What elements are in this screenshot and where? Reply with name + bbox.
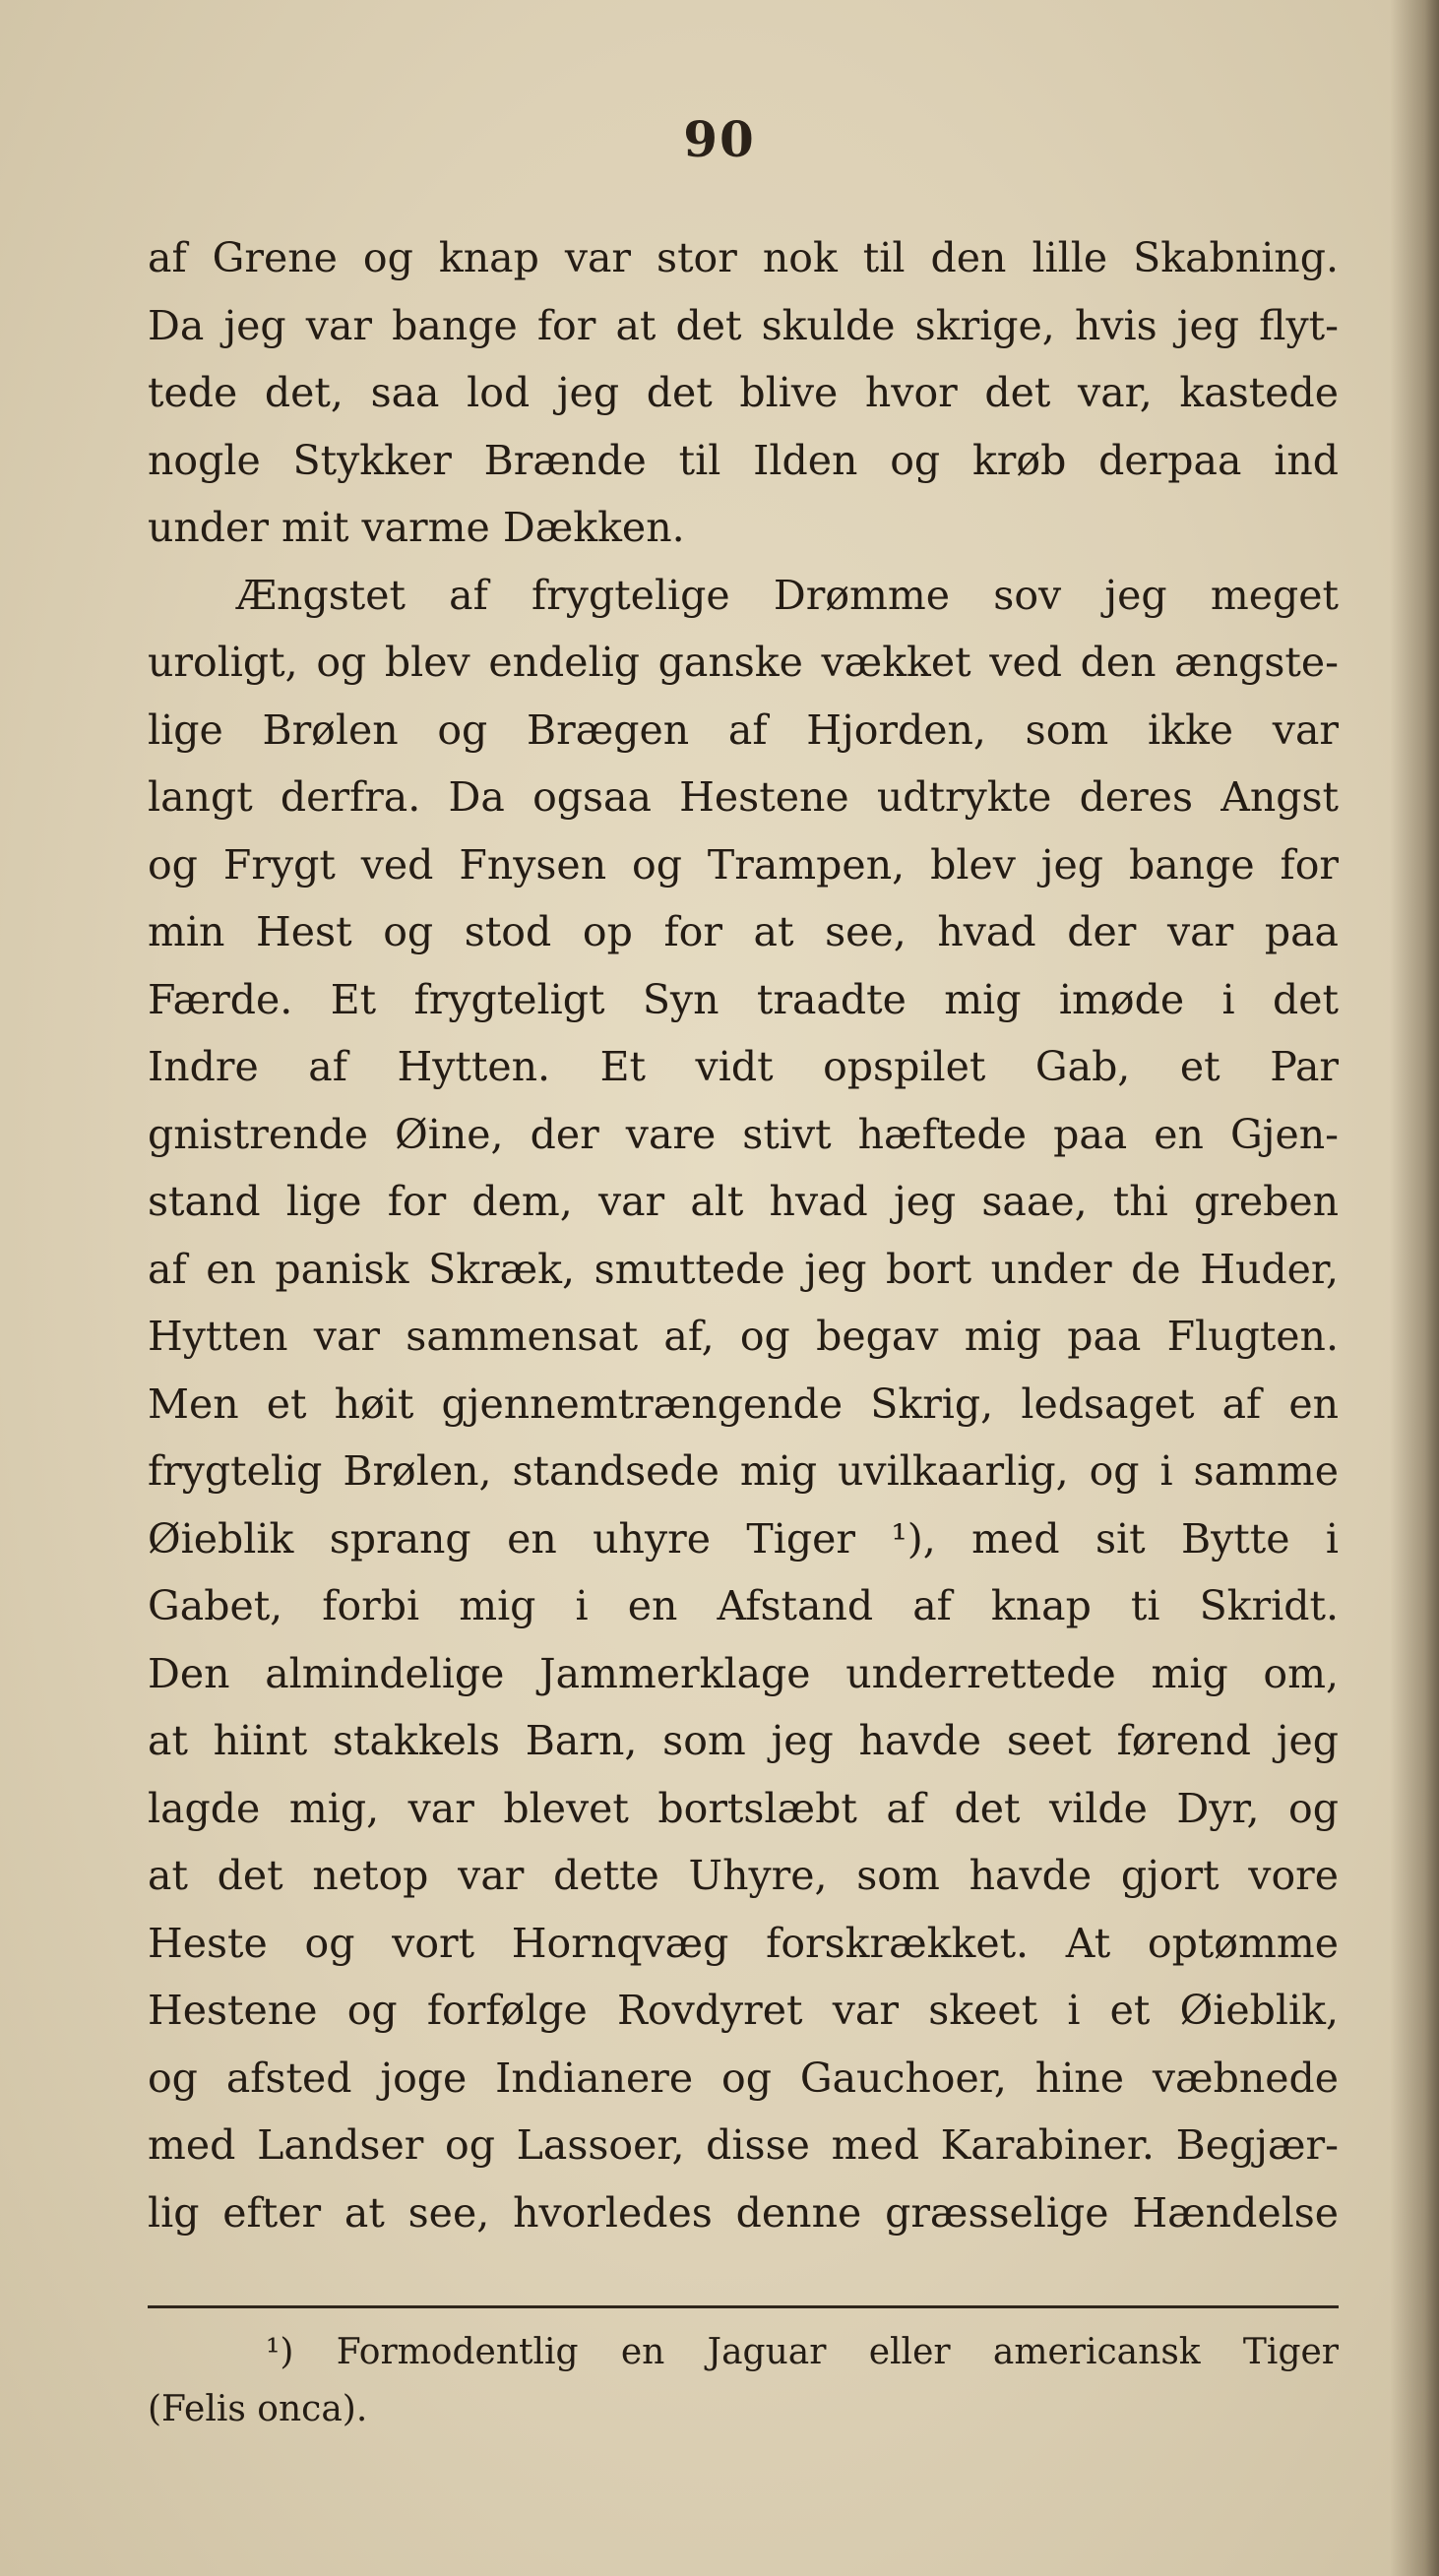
text-line: Ængstet af frygtelige Drømme sov jeg meget bbox=[236, 571, 1339, 619]
text-line: Øieblik sprang en uhyre Tiger ¹), med sit Bytte i bbox=[148, 1514, 1339, 1563]
text-line: tede det, saa lod jeg det blive hvor det var, kastede bbox=[148, 369, 1339, 416]
footnote-rule bbox=[148, 2305, 1339, 2308]
text-line: at hiint stakkels Barn, som jeg havde seet førend jeg bbox=[148, 1717, 1339, 1764]
text-line: stand lige for dem, var alt hvad jeg saae, thi greben bbox=[148, 1178, 1339, 1225]
text-line: lig efter at see, hvorledes denne græsselige Hændelse bbox=[148, 2188, 1339, 2237]
text-line: min Hest og stod op for at see, hvad der var paa bbox=[148, 908, 1339, 955]
footnote-line: ¹) Formodentlig en Jaguar eller americansk Tiger bbox=[266, 2332, 1339, 2372]
text-line: Færde. Et frygteligt Syn traadte mig imøde i det bbox=[148, 975, 1339, 1023]
text-line: Men et høit gjennemtrængende Skrig, ledsaget af en bbox=[148, 1380, 1339, 1428]
text-line: Indre af Hytten. Et vidt opspilet Gab, et Par bbox=[148, 1043, 1339, 1090]
text-line: med Landser og Lassoer, disse med Karabiner. Begjær- bbox=[148, 2121, 1339, 2169]
text-line: og Frygt ved Fnysen og Trampen, blev jeg bange for bbox=[148, 840, 1339, 889]
text-line: nogle Stykker Brænde til Ilden og krøb derpaa ind bbox=[148, 436, 1339, 484]
text-line: langt derfra. Da ogsaa Hestene udtrykte deres Angst bbox=[148, 773, 1339, 821]
text-line: og afsted joge Indianere og Gauchoer, hine væbnede bbox=[148, 2054, 1339, 2102]
text-line: at det netop var dette Uhyre, som havde gjort vore bbox=[148, 1852, 1339, 1899]
text-line: lige Brølen og Brægen af Hjorden, som ikke var bbox=[148, 705, 1339, 754]
page-edge-shadow bbox=[1390, 0, 1439, 2576]
text-line: Hestene og forfølge Rovdyret var skeet i et Øieblik, bbox=[148, 1987, 1339, 2034]
text-line: af Grene og knap var stor nok til den lille Skabning. bbox=[148, 234, 1339, 281]
text-line: uroligt, og blev endelig ganske vækket ved den ængste- bbox=[148, 639, 1339, 686]
text-line: Den almindelige Jammerklage underrettede mig om, bbox=[148, 1649, 1339, 1697]
text-line: Heste og vort Hornqvæg forskrækket. At optømme bbox=[148, 1919, 1339, 1967]
body-text bbox=[148, 224, 1339, 2246]
text-line: Hytten var sammensat af, og begav mig paa Flugten. bbox=[148, 1313, 1339, 1360]
page-number: 90 bbox=[683, 110, 756, 168]
footnote-line: (Felis onca). bbox=[148, 2389, 368, 2429]
footnote bbox=[148, 2324, 1339, 2438]
text-line: af en panisk Skræk, smuttede jeg bort under de Huder, bbox=[148, 1245, 1339, 1293]
text-line: Gabet, forbi mig i en Afstand af knap ti Skridt. bbox=[148, 1582, 1339, 1629]
text-line: gnistrende Øine, der vare stivt hæftede paa en Gjen- bbox=[148, 1110, 1339, 1158]
text-line: Da jeg var bange for at det skulde skrige, hvis jeg flyt- bbox=[148, 301, 1339, 349]
text-line: frygtelig Brølen, standsede mig uvilkaarlig, og i samme bbox=[148, 1447, 1339, 1495]
text-line: lagde mig, var blevet bortslæbt af det vilde Dyr, og bbox=[148, 1784, 1339, 1832]
text-line: under mit varme Dækken. bbox=[148, 504, 685, 551]
